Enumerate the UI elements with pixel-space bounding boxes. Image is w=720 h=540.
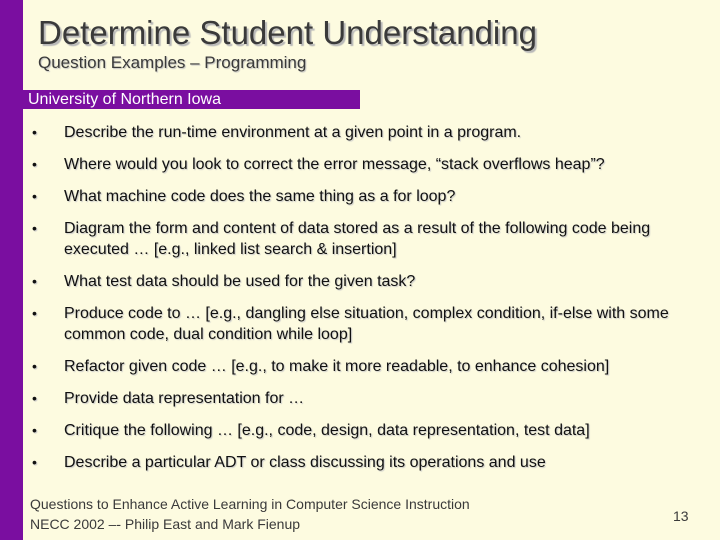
bullet-text: Provide data representation for …	[64, 390, 305, 407]
bullet-text: Refactor given code … [e.g., to make it more readable, to enhance cohesion]	[64, 358, 610, 375]
bullet-item	[28, 356, 688, 377]
bullet-marker: •	[32, 188, 37, 204]
bullet-item	[28, 271, 688, 292]
footer-authors: NECC 2002 –- Philip East and Mark Fienup	[30, 516, 301, 532]
bullet-list	[28, 122, 688, 484]
bullet-item	[28, 388, 688, 409]
bullet-marker: •	[32, 390, 37, 406]
bullet-item	[28, 186, 688, 207]
bullet-marker: •	[32, 358, 37, 374]
bullet-marker: •	[32, 220, 37, 236]
bullet-text: What test data should be used for the given task?	[64, 273, 416, 290]
footer-title: Questions to Enhance Active Learning in Computer Science Instruction	[30, 496, 470, 512]
slide-subtitle: Question Examples – Programming	[38, 53, 307, 72]
bullet-item	[28, 420, 688, 441]
bullet-marker: •	[32, 124, 37, 140]
left-accent-bar	[0, 0, 23, 540]
bullet-text: Describe a particular ADT or class discussing its operations and use	[64, 454, 546, 471]
bullet-item	[28, 122, 688, 143]
bullet-item	[28, 218, 688, 260]
institution-label: University of Northern Iowa	[28, 91, 221, 108]
slide-title: Determine Student Understanding	[38, 14, 537, 51]
bullet-marker: •	[32, 273, 37, 289]
bullet-marker: •	[32, 305, 37, 321]
bullet-text: What machine code does the same thing as a for loop?	[64, 188, 456, 205]
bullet-item	[28, 303, 688, 345]
bullet-marker: •	[32, 156, 37, 172]
bullet-item	[28, 154, 688, 175]
bullet-text: Describe the run-time environment at a given point in a program.	[64, 124, 522, 141]
bullet-item	[28, 452, 688, 473]
bullet-text: Critique the following … [e.g., code, design, data representation, test data]	[64, 422, 590, 439]
bullet-marker: •	[32, 422, 37, 438]
slide-footer	[30, 494, 470, 534]
page-number: 13	[673, 508, 689, 524]
bullet-marker: •	[32, 454, 37, 470]
bullet-text: Diagram the form and content of data stored as a result of the following code being executed … [e.g., linked list search & insertion]	[64, 220, 651, 258]
institution-banner	[23, 90, 360, 109]
bullet-text: Where would you look to correct the error message, “stack overflows heap”?	[64, 156, 605, 173]
bullet-text: Produce code to … [e.g., dangling else situation, complex condition, if-else with some common code, dual condition while loop]	[64, 305, 669, 343]
